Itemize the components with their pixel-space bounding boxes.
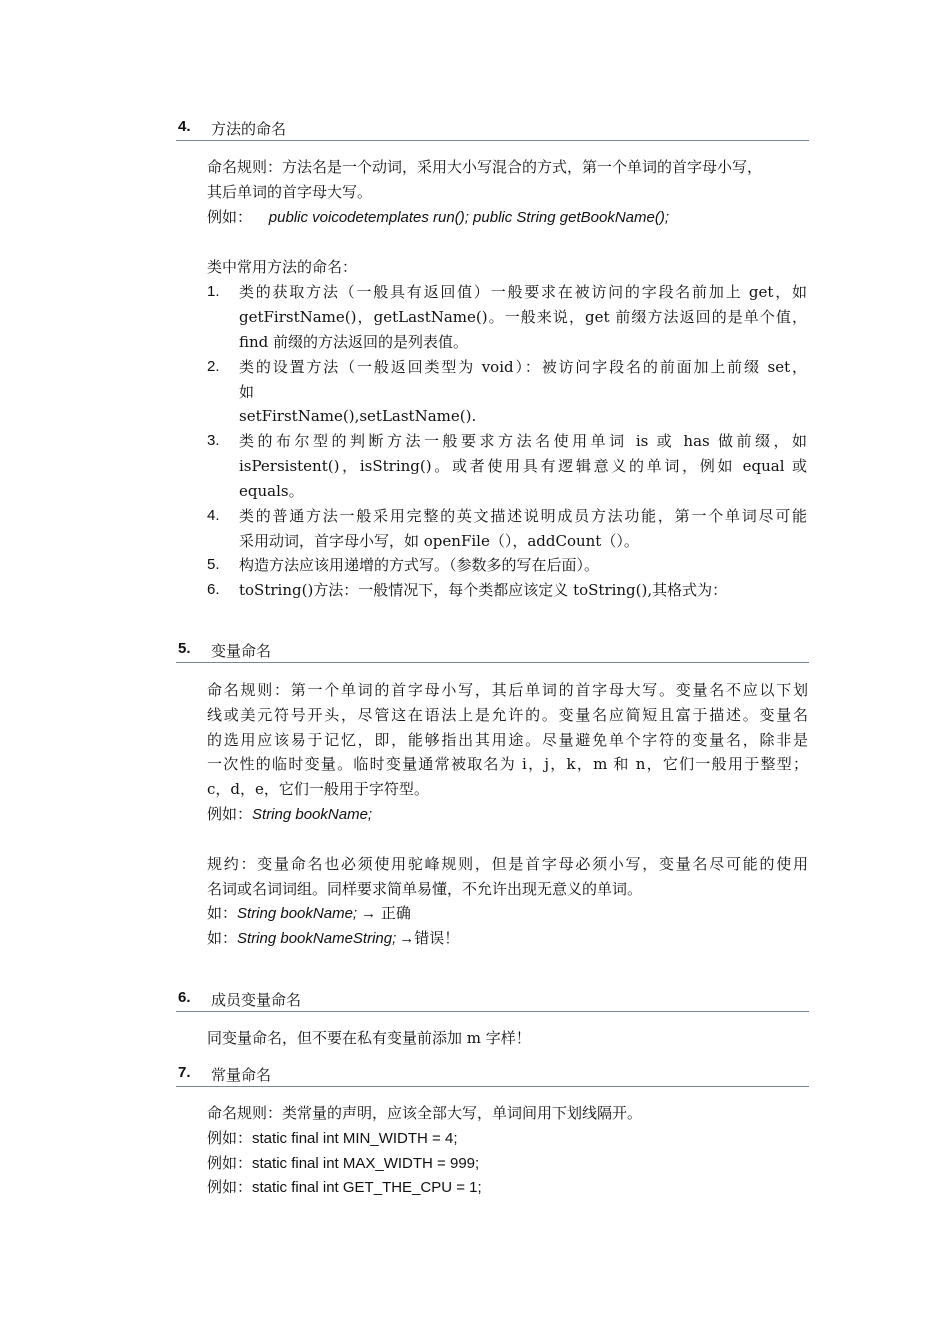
example-label: 例如： — [207, 208, 253, 226]
list-item-number: 5. — [207, 556, 220, 573]
list-item-line: 如 — [239, 383, 255, 401]
arrow-right-icon: → — [399, 930, 415, 947]
example-code: static final int MIN_WIDTH = 4; — [252, 1130, 458, 1147]
variable-convention-line: 规约：变量命名也必须使用驼峰规则，但是首字母必须小写，变量名尽可能的使用 — [207, 855, 808, 873]
variable-rule-line: c，d，e，它们一般用于字符型。 — [207, 780, 429, 798]
list-item-line: 类的设置方法（一般返回类型为 void）：被访问字段名的前面加上前缀 set， — [239, 358, 807, 376]
list-item-number: 4. — [207, 507, 220, 524]
example-code: static final int GET_THE_CPU = 1; — [252, 1179, 482, 1196]
list-item-line: toString()方法：一般情况下，每个类都应该定义 toString(),其格式为： — [239, 581, 728, 599]
variable-rule-line: 的选用应该易于记忆，即，能够指出其用途。尽量避免单个字符的变量名，除非是 — [207, 731, 808, 749]
example-code: String bookName; — [237, 905, 358, 922]
variable-rule-line: 命名规则：第一个单词的首字母小写，其后单词的首字母大写。变量名不应以下划 — [207, 681, 808, 699]
method-rule-line-1: 命名规则：方法名是一个动词，采用大小写混合的方式，第一个单词的首字母小写， — [207, 158, 763, 176]
variable-example — [207, 804, 372, 825]
example-label: 如： — [207, 929, 238, 947]
example-label: 如： — [207, 904, 238, 922]
list-item-line: equals。 — [239, 482, 304, 500]
constant-rule: 命名规则：类常量的声明，应该全部大写，单词间用下划线隔开。 — [207, 1104, 643, 1122]
list-item-line: 类的获取方法（一般具有返回值）一般要求在被访问的字段名前加上 get，如 — [239, 283, 807, 301]
section-number: 5. — [178, 640, 191, 657]
constant-example — [207, 1128, 457, 1149]
wrong-label: 错误！ — [414, 929, 460, 947]
example-code: public voicodetemplates run(); public String getBookName(); — [268, 209, 669, 226]
constant-example — [207, 1153, 479, 1174]
section-4-heading — [176, 118, 809, 141]
list-item-number: 2. — [207, 358, 220, 375]
example-code: String bookNameString; — [237, 930, 397, 947]
correct-label: 正确 — [376, 904, 411, 922]
list-item-number: 6. — [207, 581, 220, 598]
section-title: 方法的命名 — [211, 120, 287, 138]
wrong-example — [207, 928, 459, 949]
variable-rule-line: 一次性的临时变量。临时变量通常被取名为 i，j，k，m 和 n，它们一般用于整型； — [207, 755, 808, 773]
arrow-right-icon: → — [361, 905, 377, 922]
example-label: 例如： — [207, 1154, 253, 1172]
list-item-line: setFirstName(),setLastName(). — [239, 407, 477, 425]
list-item-line: 类的布尔型的判断方法一般要求方法名使用单词 is 或 has 做前缀，如 — [239, 432, 807, 450]
list-item-line: 构造方法应该用递增的方式写。（参数多的写在后面）。 — [239, 556, 600, 574]
section-number: 4. — [178, 118, 191, 135]
section-5-heading — [176, 640, 809, 663]
variable-rule-line: 线或美元符号开头，尽管这在语法上是允许的。变量名应简短且富于描述。变量名 — [207, 706, 808, 724]
section-title: 常量命名 — [211, 1066, 272, 1084]
section-6-heading — [176, 989, 809, 1012]
method-example — [207, 207, 669, 228]
example-code: String bookName; — [252, 806, 373, 823]
section-number: 6. — [178, 989, 191, 1006]
list-item-number: 1. — [207, 283, 220, 300]
variable-convention-line: 名词或名词词组。同样要求简单易懂，不允许出现无意义的单词。 — [207, 880, 643, 898]
list-item-line: 类的普通方法一般采用完整的英文描述说明成员方法功能，第一个单词尽可能 — [239, 507, 807, 525]
section-number: 7. — [178, 1064, 191, 1081]
list-item-line: getFirstName()，getLastName()。一般来说，get 前缀方法返回的是单个值， — [239, 308, 807, 326]
member-variable-text: 同变量命名，但不要在私有变量前添加 m 字样！ — [207, 1029, 531, 1047]
list-item-number: 3. — [207, 432, 220, 449]
constant-example — [207, 1177, 482, 1198]
example-label: 例如： — [207, 805, 253, 823]
list-item-line: isPersistent()，isString()。或者使用具有逻辑意义的单词，例如 equal 或 — [239, 457, 807, 475]
example-code: static final int MAX_WIDTH = 999; — [252, 1155, 480, 1172]
section-7-heading — [176, 1064, 809, 1087]
example-label: 例如： — [207, 1178, 253, 1196]
example-label: 例如： — [207, 1129, 253, 1147]
correct-example — [207, 903, 411, 924]
common-methods-title: 类中常用方法的命名： — [207, 258, 358, 276]
section-title: 成员变量命名 — [211, 991, 302, 1009]
list-item-line: 采用动词，首字母小写，如 openFile（），addCount（）。 — [239, 532, 639, 550]
section-title: 变量命名 — [211, 642, 272, 660]
list-item-line: find 前缀的方法返回的是列表值。 — [239, 333, 469, 351]
method-rule-line-2: 其后单词的首字母大写。 — [207, 183, 373, 201]
